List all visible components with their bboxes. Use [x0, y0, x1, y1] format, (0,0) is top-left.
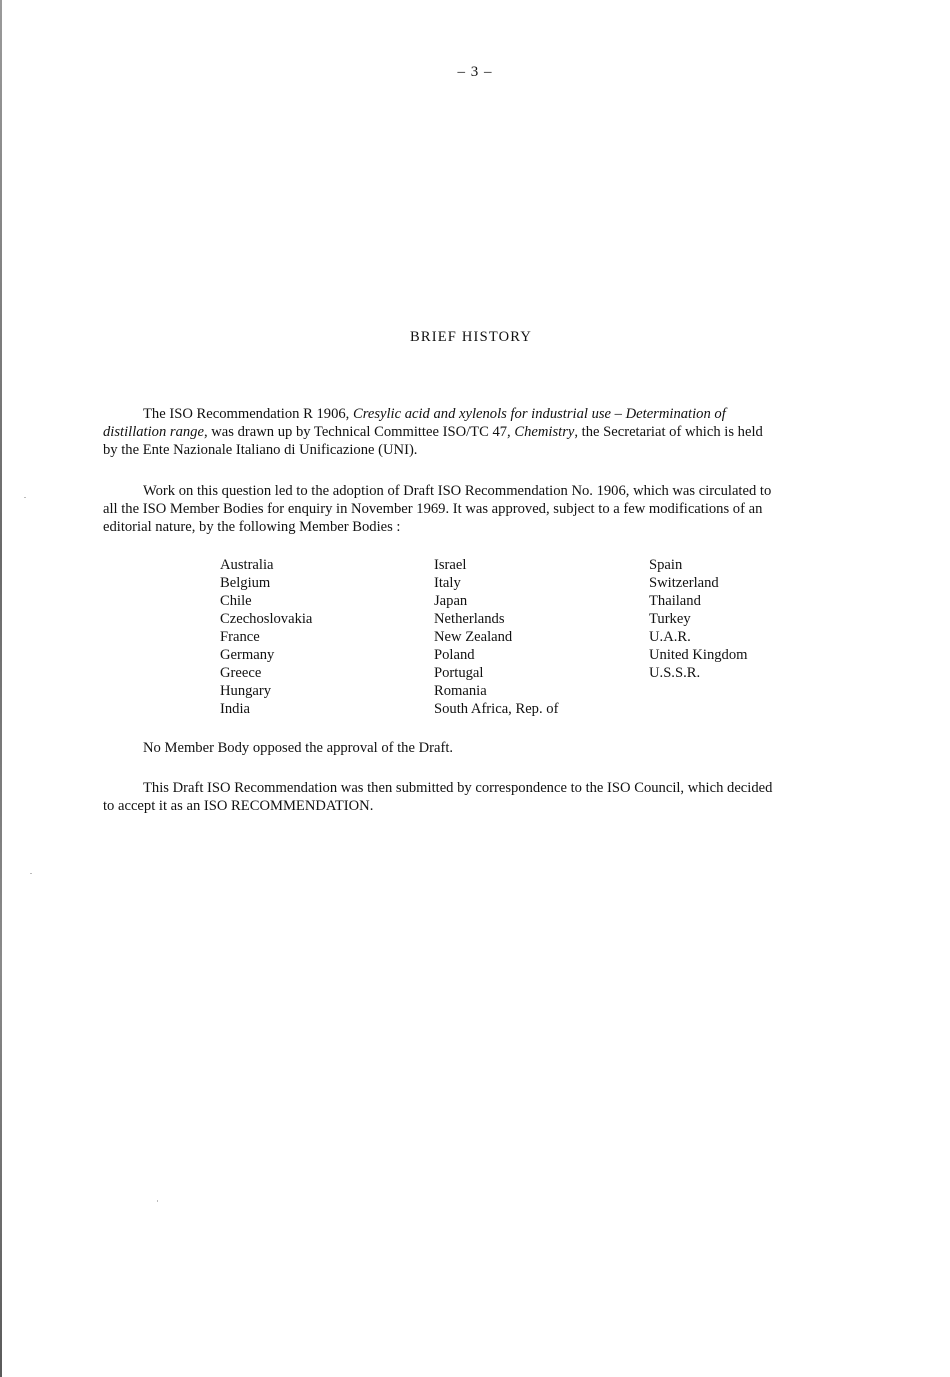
- paragraph-line: [103, 482, 853, 500]
- member-bodies-column-1: [220, 556, 312, 718]
- section-heading: BRIEF HISTORY: [409, 329, 533, 345]
- paragraph-council-decision: [103, 779, 853, 815]
- member-body: Switzerland: [649, 575, 719, 591]
- member-body: Czechoslovakia: [220, 611, 313, 627]
- member-body: Australia: [220, 557, 274, 573]
- committee-name-italic: Chemistry: [514, 424, 575, 440]
- member-bodies-column-3: [649, 556, 748, 682]
- paragraph-line: by the Ente Nazionale Italiano di Unificazione (UNI).: [103, 442, 418, 458]
- document-title-italic: distillation range: [103, 424, 204, 440]
- paragraph-line: [103, 423, 853, 441]
- member-body: Chile: [220, 593, 252, 609]
- paragraph-line: [103, 405, 853, 423]
- scan-speck: [157, 1200, 158, 1202]
- member-body: Germany: [220, 647, 275, 663]
- text-run: Work on this question led to the adoption of Draft ISO Recommendation No. 1906, which was circulated to: [143, 483, 772, 499]
- member-body: Portugal: [434, 665, 484, 681]
- member-body: New Zealand: [434, 629, 513, 645]
- member-body: U.S.S.R.: [649, 665, 701, 681]
- member-body: Greece: [220, 665, 262, 681]
- text-run: , was drawn up by Technical Committee ISO/TC 47,: [203, 424, 515, 440]
- scan-speck: [30, 873, 32, 874]
- paragraph-line: to accept it as an ISO RECOMMENDATION.: [103, 798, 374, 814]
- member-body: Spain: [649, 557, 683, 573]
- member-body: Turkey: [649, 611, 691, 627]
- member-body: Japan: [434, 593, 468, 609]
- member-body: Hungary: [220, 683, 272, 699]
- page-number: – 3 –: [457, 64, 493, 80]
- member-body: France: [220, 629, 260, 645]
- member-body: Poland: [434, 647, 475, 663]
- member-body: Israel: [434, 557, 467, 573]
- member-body: Romania: [434, 683, 487, 699]
- scan-speck: [24, 497, 26, 498]
- text-run: , the Secretariat of which is held: [574, 424, 763, 440]
- member-body: Netherlands: [434, 611, 505, 627]
- member-body: United Kingdom: [649, 647, 748, 663]
- member-body: India: [220, 701, 250, 717]
- paragraph-no-opposition: [103, 739, 853, 757]
- text-run: This Draft ISO Recommendation was then submitted by correspondence to the ISO Council, which decided: [143, 780, 773, 796]
- text-run: No Member Body opposed the approval of the Draft.: [143, 740, 454, 756]
- member-body: Italy: [434, 575, 461, 591]
- text-run: The ISO Recommendation R 1906,: [143, 406, 353, 422]
- paragraph-line: [103, 739, 853, 757]
- member-body: U.A.R.: [649, 629, 691, 645]
- scan-edge: [0, 0, 2, 1377]
- paragraph-line: editorial nature, by the following Member Bodies :: [103, 519, 401, 535]
- paragraph-line: [103, 779, 853, 797]
- paragraph-approval: [103, 482, 853, 536]
- paragraph-line: all the ISO Member Bodies for enquiry in November 1969. It was approved, subject to a few modifications of an: [103, 501, 763, 517]
- member-body: Belgium: [220, 575, 271, 591]
- paragraph-origin: [103, 405, 853, 459]
- document-title-italic: Cresylic acid and xylenols for industrial use – Determination of: [352, 406, 726, 422]
- member-bodies-column-2: [434, 556, 558, 718]
- member-body: South Africa, Rep. of: [434, 701, 559, 717]
- member-body: Thailand: [649, 593, 701, 609]
